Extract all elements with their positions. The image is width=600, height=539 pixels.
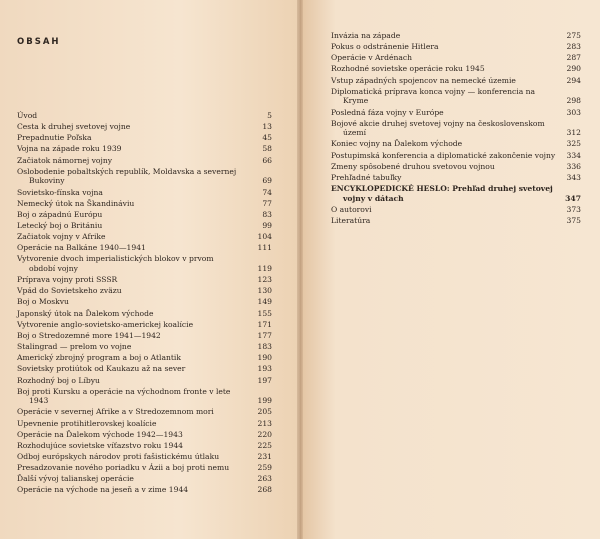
toc-entry — [17, 485, 272, 495]
toc-entry — [331, 205, 581, 215]
toc-entry — [17, 275, 272, 285]
toc-entry-title: Cesta k druhej svetovej vojne — [17, 122, 131, 132]
toc-entry-page: 336 — [566, 161, 581, 171]
toc-entry — [17, 210, 272, 220]
toc-entry-title: Japonský útok na Ďalekom východe — [17, 308, 154, 318]
toc-entry-title: Boj o Moskvu — [17, 297, 69, 307]
toc-entry-page: 231 — [257, 452, 272, 461]
toc-entry-title: Letecký boj o Britániu — [17, 220, 103, 230]
toc-entry-page: 149 — [257, 297, 272, 307]
toc-entry-title: Operácie na východe na jeseň a v zime 1944 — [17, 485, 189, 495]
toc-entry-page: 193 — [257, 364, 272, 374]
toc-entry-page: 298 — [566, 96, 581, 106]
toc-entry-title: Vytvorenie anglo-sovietsko-americkej koalície — [17, 319, 194, 329]
toc-entry-title: Odboj európskych národov proti fašistickému útlaku — [17, 452, 220, 461]
toc-entry-title-continued: 1943 — [29, 396, 49, 406]
toc-entry — [17, 167, 272, 186]
toc-entry-page: 290 — [566, 64, 581, 74]
toc-entry — [331, 87, 581, 106]
toc-entry-page: 5 — [267, 111, 272, 120]
toc-entry-title: Posledná fáza vojny v Európe — [331, 107, 444, 117]
toc-entry-title: Boj o západnú Európu — [17, 209, 103, 219]
toc-entry — [17, 232, 272, 242]
toc-entry — [17, 243, 272, 253]
toc-entry-page: 190 — [257, 353, 272, 363]
toc-entry-page: 83 — [262, 209, 272, 219]
toc-entry-title-continued: období vojny — [29, 263, 78, 273]
toc-entry-page: 347 — [565, 193, 581, 203]
toc-entry-page: 13 — [262, 122, 272, 132]
toc-entry-page: 104 — [257, 232, 272, 242]
toc-entry — [17, 441, 272, 451]
toc-entry — [17, 342, 272, 352]
toc-entry-page: 111 — [257, 243, 272, 253]
toc-entry — [331, 151, 581, 161]
toc-entry — [17, 297, 272, 307]
toc-entry-title-continued: Kryme — [343, 96, 369, 106]
toc-entry-title: Prehľadné tabuľky — [331, 172, 402, 182]
toc-entry-title: Postupimská konferencia a diplomatické zakončenie vojny — [331, 150, 556, 160]
toc-entry-title: Boj proti Kursku a operácie na východnom fronte v lete — [17, 386, 231, 396]
toc-entry-title: Operácie v severnej Afrike a v Stredozemnom mori — [17, 407, 214, 417]
toc-entry — [17, 430, 272, 440]
toc-entry-title: Operácie na Ďalekom východe 1942—1943 — [17, 429, 183, 439]
toc-entry-page: 312 — [566, 128, 581, 138]
toc-entry — [331, 184, 581, 203]
toc-entry-page: 325 — [566, 139, 581, 149]
toc-entry — [331, 64, 581, 74]
toc-entry-title: Príprava vojny proti SSSR — [17, 275, 118, 285]
toc-entry-title: Vstup západných spojencov na nemecké územie — [331, 75, 516, 85]
toc-entry-page: 275 — [566, 31, 581, 40]
toc-entry-page: 294 — [566, 75, 581, 85]
toc-entry-title: Pokus o odstránenie Hitlera — [331, 42, 439, 52]
toc-entry-page: 259 — [257, 463, 272, 473]
toc-entry — [331, 42, 581, 52]
toc-entry — [17, 188, 272, 198]
toc-entry — [17, 364, 272, 374]
toc-entry-page: 123 — [257, 275, 272, 285]
toc-entry-page: 69 — [262, 176, 272, 186]
toc-entry-page: 263 — [257, 474, 272, 484]
toc-entry — [331, 31, 581, 41]
toc-entry — [17, 474, 272, 484]
toc-entry-title: Rozhodné sovietske operácie roku 1945 — [331, 64, 485, 74]
toc-entry-title: Rozhodný boj o Líbyu — [17, 375, 100, 385]
toc-entry-title: Oslobodenie pobaltských republík, Moldavska a severnej — [17, 166, 237, 176]
toc-entry-title: Bojové akcie druhej svetovej vojny na československom — [331, 118, 545, 128]
toc-entry — [331, 108, 581, 118]
toc-entry-title: Presadzovanie nového poriadku v Ázii a boj proti nemu — [17, 463, 230, 473]
toc-entry-page: 45 — [262, 133, 272, 143]
toc-entry-title: Upevnenie protihitlerovskej koalície — [17, 418, 157, 428]
toc-entry-title: Stalingrad — prelom vo vojne — [17, 342, 132, 352]
toc-entry-page: 177 — [257, 330, 272, 340]
toc-entry-title: Invázia na západe — [331, 31, 401, 40]
toc-entry — [17, 376, 272, 386]
toc-entry-page: 171 — [257, 319, 272, 329]
toc-entry-title: Sovietsky protiútok od Kaukazu až na sever — [17, 364, 186, 374]
toc-entry-page: 343 — [566, 172, 581, 182]
toc-entry-page: 119 — [257, 263, 272, 273]
toc-entry — [17, 254, 272, 273]
toc-entry-title: Vpád do Sovietskeho zväzu — [17, 286, 122, 296]
toc-entry-page: 268 — [257, 485, 272, 495]
toc-entry-page: 303 — [566, 107, 581, 117]
toc-entry-page: 58 — [262, 144, 272, 154]
toc-entry-title: Diplomatická príprava konca vojny — konferencia na — [331, 86, 536, 96]
toc-entry-page: 287 — [566, 53, 581, 63]
toc-right — [300, 0, 600, 539]
toc-entry-page: 375 — [566, 215, 581, 225]
toc-entry — [17, 463, 272, 473]
toc-entry — [17, 144, 272, 154]
toc-entry — [17, 320, 272, 330]
toc-entry-page: 283 — [566, 42, 581, 52]
toc-entry — [17, 133, 272, 143]
toc-entry-title-continued: Bukoviny — [29, 176, 65, 186]
toc-entry-title-continued: území — [343, 128, 367, 138]
toc-entry — [17, 122, 272, 132]
toc-entry-title: Začiatok námornej vojny — [17, 155, 113, 165]
toc-entry — [331, 76, 581, 86]
toc-entry — [17, 111, 272, 121]
book-gutter — [297, 0, 303, 539]
toc-entry — [331, 173, 581, 183]
toc-entry — [17, 309, 272, 319]
toc-entry — [17, 331, 272, 341]
toc-entry-title: Zmeny spôsobené druhou svetovou vojnou — [331, 161, 495, 171]
toc-entry-page: 199 — [257, 396, 272, 406]
toc-entry — [331, 139, 581, 149]
toc-entry-page: 183 — [257, 342, 272, 352]
toc-heading: OBSAH — [17, 37, 61, 47]
toc-entry-title: Boj o Stredozemné more 1941—1942 — [17, 330, 161, 340]
toc-entry-title: Začiatok vojny v Afrike — [17, 232, 106, 242]
toc-entry-title: Operácie na Balkáne 1940—1941 — [17, 243, 146, 253]
toc-entry-page: 155 — [257, 308, 272, 318]
toc-entry — [17, 156, 272, 166]
toc-entry-page: 74 — [262, 187, 272, 197]
toc-entry-page: 213 — [257, 418, 272, 428]
toc-entry — [331, 53, 581, 63]
toc-entry-title-continued: vojny v dátach — [343, 193, 404, 203]
toc-entry-title: Literatúra — [331, 215, 371, 225]
toc-entry-title: Vojna na západe roku 1939 — [17, 144, 122, 154]
toc-entry — [17, 407, 272, 417]
toc-entry-title: Rozhodujúce sovietske víťazstvo roku 1944 — [17, 440, 184, 450]
toc-entry-page: 205 — [257, 407, 272, 417]
toc-entry — [17, 452, 272, 462]
toc-entry-page: 130 — [257, 286, 272, 296]
toc-entry-title: Prepadnutie Poľska — [17, 133, 92, 143]
toc-entry — [17, 353, 272, 363]
toc-entry — [331, 119, 581, 138]
toc-entry-title: Koniec vojny na Ďalekom východe — [331, 139, 463, 149]
toc-entry-page: 77 — [262, 198, 272, 208]
toc-entry-title: Ďalší vývoj talianskej operácie — [17, 474, 134, 484]
toc-entry-title: Operácie v Ardénach — [331, 53, 413, 63]
toc-entry-title: Vytvorenie dvoch imperialistických blokov v prvom — [17, 254, 214, 264]
toc-entry-page: 225 — [257, 440, 272, 450]
toc-entry — [17, 286, 272, 296]
toc-entry-title: Úvod — [17, 111, 38, 120]
toc-entry — [17, 419, 272, 429]
toc-entry — [331, 216, 581, 226]
toc-entry-page: 99 — [262, 220, 272, 230]
toc-entry-title: ENCYKLOPEDICKÉ HESLO: Prehľad druhej svetovej — [331, 184, 553, 193]
toc-entry-title: Nemecký útok na Škandináviu — [17, 198, 135, 208]
toc-entry-title: Americký zbrojný program a boj o Atlantik — [17, 353, 181, 363]
toc-entry — [17, 221, 272, 231]
toc-entry-page: 66 — [262, 155, 272, 165]
toc-entry-page: 220 — [257, 429, 272, 439]
toc-entry — [331, 162, 581, 172]
toc-entry — [17, 387, 272, 406]
toc-entry-title: O autorovi — [331, 204, 372, 214]
toc-entry-page: 334 — [566, 150, 581, 160]
toc-entry-page: 373 — [566, 204, 581, 214]
toc-entry — [17, 199, 272, 209]
toc-entry-page: 197 — [257, 375, 272, 385]
right-page — [300, 0, 600, 539]
toc-entry-title: Sovietsko-fínska vojna — [17, 187, 103, 197]
